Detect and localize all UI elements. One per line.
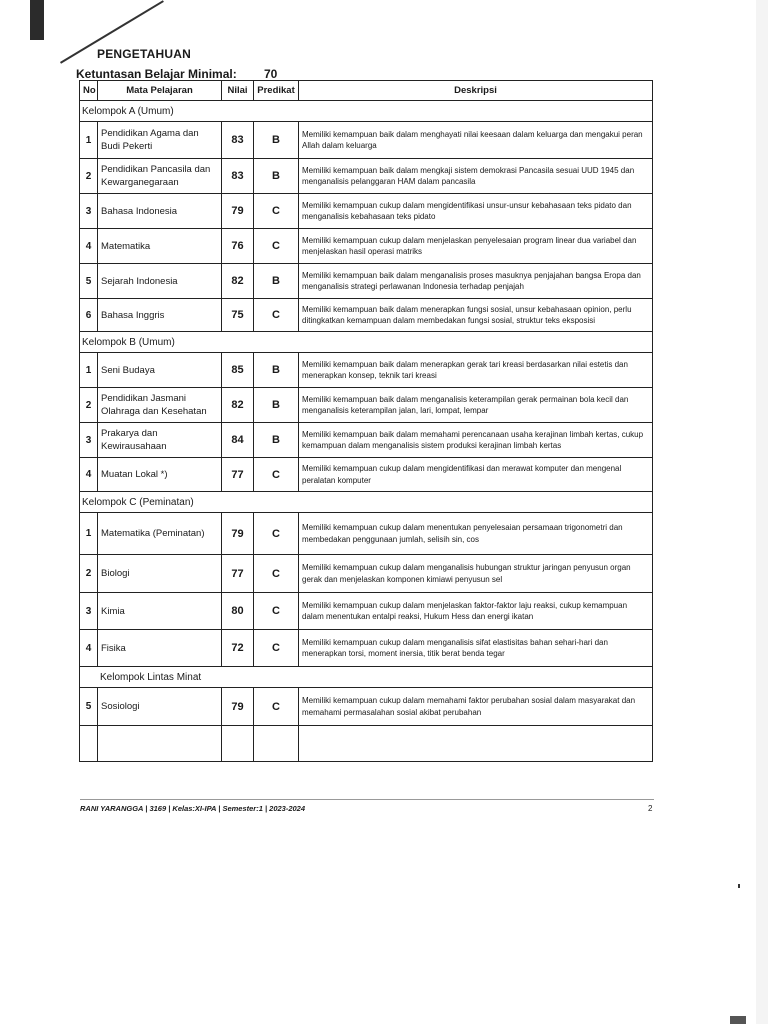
grades-body [80, 101, 653, 762]
row-mapel: Pendidikan Agama dan Budi Pekerti [98, 122, 222, 159]
header-mapel: Mata Pelajaran [98, 81, 222, 101]
row-no: 4 [80, 458, 98, 492]
row-no: 1 [80, 353, 98, 388]
scan-edge [756, 0, 768, 1024]
row-predikat: C [254, 555, 299, 593]
row-nilai: 85 [222, 353, 254, 388]
row-no: 5 [80, 264, 98, 299]
row-predikat: B [254, 353, 299, 388]
row-nilai: 72 [222, 630, 254, 667]
table-row [80, 122, 653, 159]
row-mapel: Bahasa Inggris [98, 299, 222, 332]
row-nilai: 79 [222, 194, 254, 229]
row-no: 4 [80, 229, 98, 264]
table-row [80, 264, 653, 299]
row-mapel: Fisika [98, 630, 222, 667]
row-mapel: Sosiologi [98, 688, 222, 726]
row-predikat: C [254, 299, 299, 332]
table-header-row [80, 81, 653, 101]
row-no: 2 [80, 159, 98, 194]
row-deskripsi: Memiliki kemampuan baik dalam menghayati nilai keesaan dalam keluarga dan mengakui peran Allah dalam keluarga [299, 122, 653, 159]
row-deskripsi: Memiliki kemampuan cukup dalam mengidentifikasi unsur-unsur kebahasaan teks pidato dan menganalisis kebahasaan teks pidato [299, 194, 653, 229]
row-predikat: B [254, 388, 299, 423]
row-no: 2 [80, 555, 98, 593]
footer-text: RANI YARANGGA | 3169 | Kelas:XI-IPA | Semester:1 | 2023-2024 [80, 804, 306, 813]
row-no: 1 [80, 513, 98, 555]
row-nilai: 79 [222, 688, 254, 726]
row-deskripsi: Memiliki kemampuan cukup dalam memahami faktor perubahan sosial dalam masyarakat dan memahami permasalahan sosial akibat perubahan [299, 688, 653, 726]
footer-rule [80, 799, 654, 800]
row-no: 2 [80, 388, 98, 423]
row-deskripsi: Memiliki kemampuan baik dalam menganalisis proses masuknya penjajahan bangsa Eropa dan menganalisis strategi perlawanan Indonesia terhadap penjajah [299, 264, 653, 299]
row-nilai: 77 [222, 555, 254, 593]
row-deskripsi: Memiliki kemampuan cukup dalam menentukan penyelesaian persamaan trigonometri dan membedakan penggunaan jumlah, selisih sin, cos [299, 513, 653, 555]
group-name: Kelompok C (Peminatan) [80, 492, 653, 513]
row-mapel: Bahasa Indonesia [98, 194, 222, 229]
row-mapel: Pendidikan Jasmani Olahraga dan Kesehatan [98, 388, 222, 423]
table-row [80, 194, 653, 229]
table-row [80, 299, 653, 332]
table-row [80, 555, 653, 593]
kkm-label: Ketuntasan Belajar Minimal: [76, 67, 237, 81]
table-row [80, 388, 653, 423]
empty-cell [222, 726, 254, 762]
row-nilai: 76 [222, 229, 254, 264]
row-predikat: C [254, 513, 299, 555]
table-row [80, 353, 653, 388]
table-row [80, 513, 653, 555]
row-mapel: Pendidikan Pancasila dan Kewarganegaraan [98, 159, 222, 194]
empty-cell [98, 726, 222, 762]
row-deskripsi: Memiliki kemampuan baik dalam mengkaji sistem demokrasi Pancasila sesuai UUD 1945 dan menganalisis pelanggaran HAM dalam pancasila [299, 159, 653, 194]
row-predikat: C [254, 194, 299, 229]
row-no: 6 [80, 299, 98, 332]
row-predikat: C [254, 630, 299, 667]
header-predikat: Predikat [254, 81, 299, 101]
row-no: 3 [80, 194, 98, 229]
row-nilai: 80 [222, 593, 254, 630]
row-deskripsi: Memiliki kemampuan baik dalam menerapkan fungsi sosial, unsur kebahasaan opinion, perlu ditingkatkan kemampuan dalam membedakan fungsi sosial, struktur teks eksposisi [299, 299, 653, 332]
row-no: 3 [80, 423, 98, 458]
group-row [80, 667, 653, 688]
row-nilai: 79 [222, 513, 254, 555]
row-mapel: Seni Budaya [98, 353, 222, 388]
row-mapel: Sejarah Indonesia [98, 264, 222, 299]
row-nilai: 82 [222, 264, 254, 299]
table-row [80, 423, 653, 458]
header-deskripsi: Deskripsi [299, 81, 653, 101]
row-predikat: B [254, 159, 299, 194]
row-mapel: Muatan Lokal *) [98, 458, 222, 492]
empty-cell [299, 726, 653, 762]
row-mapel: Matematika [98, 229, 222, 264]
row-no: 1 [80, 122, 98, 159]
kkm-line [76, 67, 278, 81]
row-predikat: B [254, 423, 299, 458]
row-nilai: 84 [222, 423, 254, 458]
scan-corner-mark [30, 0, 44, 40]
table-row [80, 159, 653, 194]
row-predikat: C [254, 593, 299, 630]
row-deskripsi: Memiliki kemampuan cukup dalam menganalisis sifat elastisitas bahan sehari-hari dan menerapkan torsi, moment inersia, titik berat benda tegar [299, 630, 653, 667]
row-nilai: 77 [222, 458, 254, 492]
empty-cell [254, 726, 299, 762]
row-nilai: 75 [222, 299, 254, 332]
scan-speck [738, 884, 740, 888]
empty-cell [80, 726, 98, 762]
row-predikat: B [254, 264, 299, 299]
row-mapel: Prakarya dan Kewirausahaan [98, 423, 222, 458]
group-name: Kelompok B (Umum) [80, 332, 653, 353]
row-nilai: 83 [222, 122, 254, 159]
row-deskripsi: Memiliki kemampuan baik dalam menganalisis keterampilan gerak permainan bola kecil dan menganalisis keterampilan jalan, lari, lompat, lempar [299, 388, 653, 423]
row-deskripsi: Memiliki kemampuan baik dalam menerapkan gerak tari kreasi berdasarkan nilai estetis dan menerapkan konsep, teknik tari kreasi [299, 353, 653, 388]
row-no: 4 [80, 630, 98, 667]
row-nilai: 83 [222, 159, 254, 194]
row-predikat: B [254, 122, 299, 159]
row-deskripsi: Memiliki kemampuan cukup dalam menjelaskan faktor-faktor laju reaksi, cukup kemampuan dalam menentukan entalpi reaksi, Hukum Hess dan energi ikatan [299, 593, 653, 630]
empty-row [80, 726, 653, 762]
group-name: Kelompok Lintas Minat [80, 667, 653, 688]
row-no: 3 [80, 593, 98, 630]
row-deskripsi: Memiliki kemampuan cukup dalam menjelaskan penyelesaian program linear dua variabel dan menjelaskan hasil operasi matriks [299, 229, 653, 264]
table-row [80, 593, 653, 630]
row-deskripsi: Memiliki kemampuan baik dalam memahami perencanaan usaha kerajinan limbah kertas, cukup kemampuan dalam menganalisis sistem produksi kerajinan limbah kertas [299, 423, 653, 458]
row-nilai: 82 [222, 388, 254, 423]
row-predikat: C [254, 458, 299, 492]
kkm-value: 70 [264, 67, 278, 81]
row-predikat: C [254, 688, 299, 726]
group-row [80, 332, 653, 353]
header-nilai: Nilai [222, 81, 254, 101]
scan-speck [730, 1016, 746, 1024]
table-row [80, 630, 653, 667]
table-row [80, 688, 653, 726]
row-mapel: Kimia [98, 593, 222, 630]
grades-table [79, 80, 653, 762]
row-no: 5 [80, 688, 98, 726]
header-no: No [80, 81, 98, 101]
row-mapel: Biologi [98, 555, 222, 593]
row-mapel: Matematika (Peminatan) [98, 513, 222, 555]
group-row [80, 101, 653, 122]
row-deskripsi: Memiliki kemampuan cukup dalam menganalisis hubungan struktur jaringan penyusun organ gerak dan menjelaskan komponen kimiawi penyusun sel [299, 555, 653, 593]
section-title: PENGETAHUAN [97, 47, 191, 61]
row-predikat: C [254, 229, 299, 264]
group-row [80, 492, 653, 513]
table-row [80, 458, 653, 492]
group-name: Kelompok A (Umum) [80, 101, 653, 122]
table-row [80, 229, 653, 264]
row-deskripsi: Memiliki kemampuan cukup dalam mengidentifikasi dan merawat komputer dan mengenal peralatan komputer [299, 458, 653, 492]
page-number: 2 [648, 804, 653, 813]
